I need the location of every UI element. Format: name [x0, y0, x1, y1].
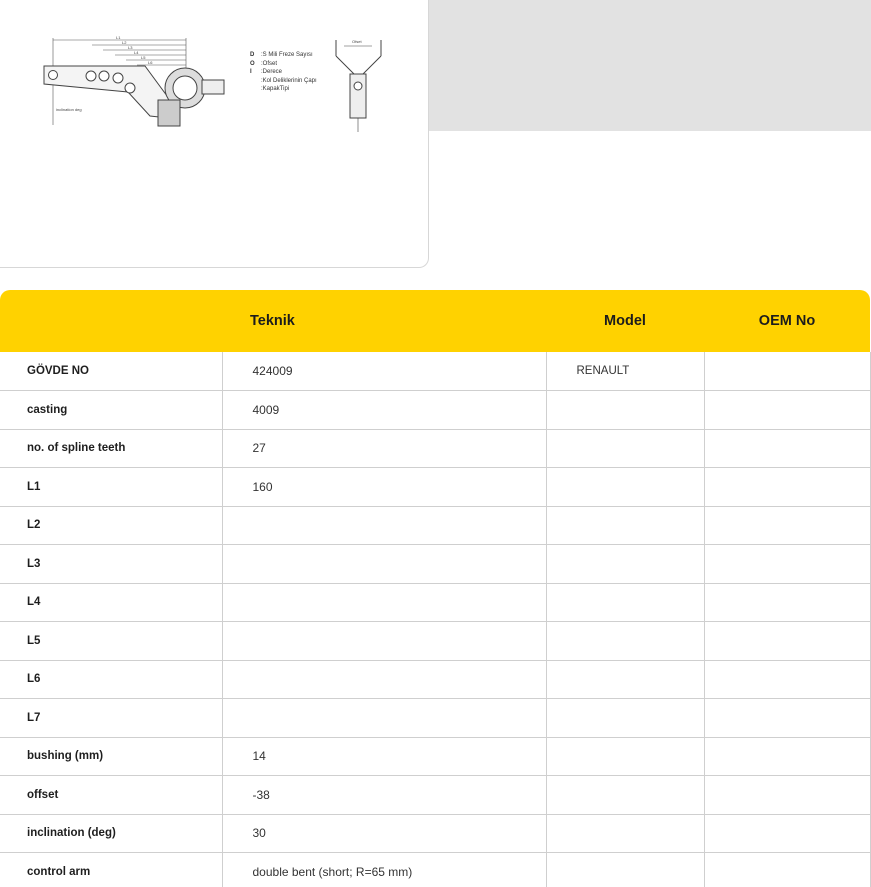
table-row [0, 506, 870, 545]
dim-label-l4: L4 [134, 50, 139, 55]
row-value: 14 [222, 737, 546, 776]
row-oem [704, 583, 870, 622]
row-label: L7 [0, 699, 222, 738]
table-row [0, 622, 870, 661]
row-label: L5 [0, 622, 222, 661]
row-model [546, 468, 704, 507]
table-row [0, 468, 870, 507]
legend-text: :S Mili Freze Sayısı [261, 52, 313, 58]
row-model [546, 776, 704, 815]
row-label: L4 [0, 583, 222, 622]
legend-key [250, 85, 258, 94]
spec-table [0, 290, 871, 887]
row-value [222, 506, 546, 545]
row-model [546, 853, 704, 887]
row-label: bushing (mm) [0, 737, 222, 776]
row-oem [704, 660, 870, 699]
row-label: GÖVDE NO [0, 352, 222, 391]
row-model [546, 429, 704, 468]
row-oem [704, 699, 870, 738]
row-value: 4009 [222, 391, 546, 430]
inclination-label: inclination deg [56, 107, 82, 112]
legend-row [250, 77, 317, 86]
row-model [546, 506, 704, 545]
row-model [546, 699, 704, 738]
row-value [222, 622, 546, 661]
dim-label-l6: L6 [148, 60, 153, 65]
legend-text: :Kol Deliklerinin Çapı [261, 77, 317, 84]
table-row [0, 737, 870, 776]
legend-row [250, 51, 317, 60]
row-model [546, 814, 704, 853]
legend-key: I [250, 69, 252, 76]
slack-adjuster-diagram [0, 0, 429, 268]
row-model: RENAULT [546, 352, 704, 391]
header-teknik: Teknik [250, 313, 295, 329]
row-oem [704, 391, 870, 430]
legend-key: D [250, 52, 255, 58]
legend-text: :Ofset [261, 60, 278, 67]
dim-label-l5: L5 [141, 55, 146, 60]
header-model: Model [604, 313, 646, 329]
legend-row [250, 60, 317, 69]
header-label [0, 290, 222, 352]
row-value [222, 660, 546, 699]
row-label: inclination (deg) [0, 814, 222, 853]
row-oem [704, 468, 870, 507]
offset-label: Ofset [352, 39, 362, 44]
row-model [546, 545, 704, 584]
row-oem [704, 352, 870, 391]
row-oem [704, 737, 870, 776]
table-row [0, 699, 870, 738]
legend-row [250, 85, 317, 94]
row-oem [704, 506, 870, 545]
table-row [0, 545, 870, 584]
row-value: double bent (short; R=65 mm) [222, 853, 546, 887]
row-oem [704, 853, 870, 887]
row-value [222, 583, 546, 622]
row-model [546, 583, 704, 622]
table-row [0, 776, 870, 815]
row-oem [704, 814, 870, 853]
row-value [222, 699, 546, 738]
row-label: offset [0, 776, 222, 815]
gray-panel [429, 0, 871, 131]
row-label: L1 [0, 468, 222, 507]
legend-text: :KapakTipi [261, 86, 290, 93]
dim-label-l1: L1 [116, 35, 121, 40]
dim-label-l2: L2 [122, 40, 127, 45]
legend-key: O [250, 60, 255, 67]
row-value: -38 [222, 776, 546, 815]
row-value [222, 545, 546, 584]
row-label: casting [0, 391, 222, 430]
row-oem [704, 776, 870, 815]
row-value: 160 [222, 468, 546, 507]
header-oem: OEM No [758, 313, 816, 329]
table-row [0, 391, 870, 430]
table-row [0, 352, 870, 391]
row-model [546, 737, 704, 776]
table-row [0, 660, 870, 699]
table-row [0, 583, 870, 622]
row-label: L6 [0, 660, 222, 699]
legend-text: :Derece [261, 69, 283, 76]
row-label: no. of spline teeth [0, 429, 222, 468]
row-oem [704, 545, 870, 584]
row-label: L2 [0, 506, 222, 545]
row-label: L3 [0, 545, 222, 584]
table-row [0, 814, 870, 853]
legend-row [250, 68, 317, 77]
table-header-row [0, 290, 870, 352]
row-model [546, 391, 704, 430]
legend-key [250, 77, 258, 86]
row-value: 27 [222, 429, 546, 468]
product-image-card [0, 0, 429, 268]
row-model [546, 622, 704, 661]
row-label: control arm [0, 853, 222, 887]
row-oem [704, 622, 870, 661]
table-row [0, 429, 870, 468]
row-value: 424009 [222, 352, 546, 391]
table-row [0, 853, 870, 887]
diagram-legend [250, 51, 317, 94]
row-value: 30 [222, 814, 546, 853]
dim-label-l3: L3 [128, 45, 133, 50]
row-oem [704, 429, 870, 468]
row-model [546, 660, 704, 699]
